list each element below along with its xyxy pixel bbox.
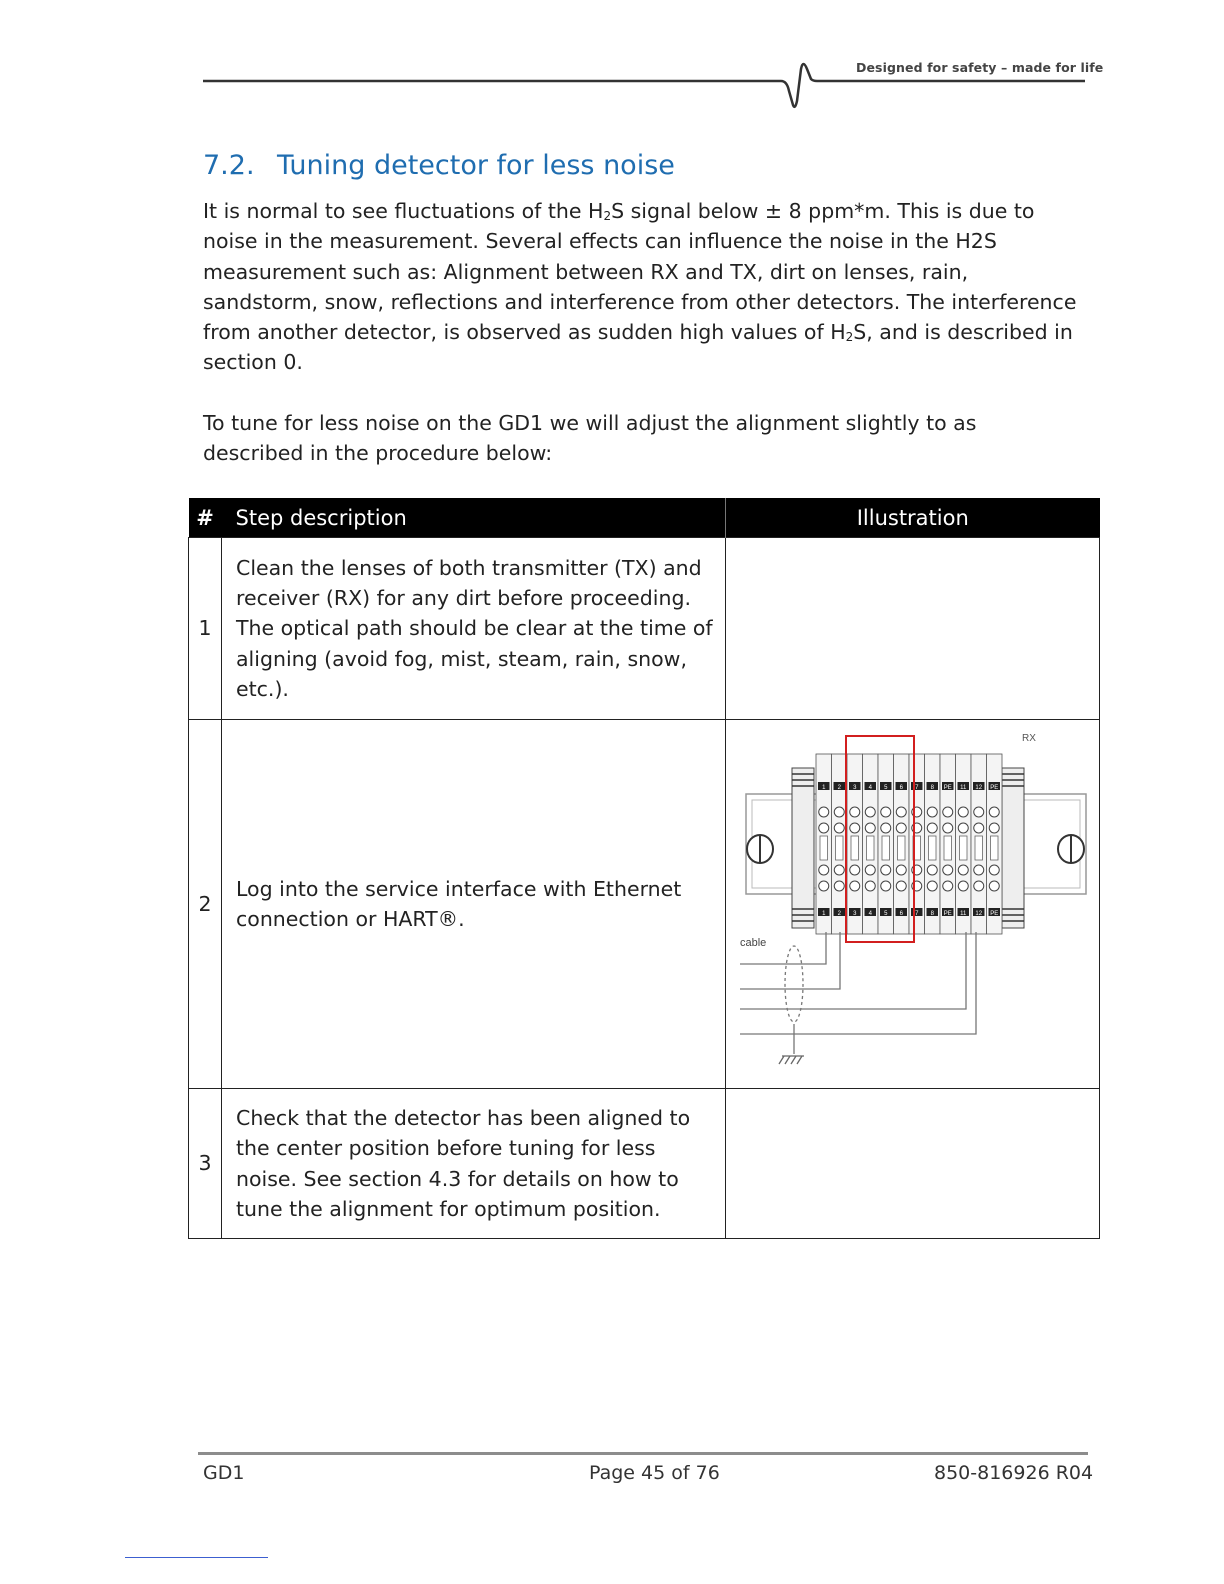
terminal-number-top: PE: [990, 785, 999, 791]
terminal-contact: [944, 836, 952, 860]
terminal-screw: [989, 881, 999, 891]
terminal-screw: [896, 865, 906, 875]
step-number: 1: [189, 538, 222, 720]
terminal-screw: [974, 823, 984, 833]
terminal-screw: [881, 823, 891, 833]
cable-label: cable: [740, 937, 767, 949]
footnote-rule: [125, 1557, 268, 1558]
procedure-intro-paragraph: To tune for less noise on the GD1 we will adjust the alignment slightly to as described in the procedure below:: [203, 411, 977, 466]
terminal-screw: [927, 807, 937, 817]
step-illustration-empty: [726, 1089, 1100, 1239]
terminal-screw: [989, 865, 999, 875]
terminal-screw: [865, 881, 875, 891]
terminal-contact: [975, 836, 983, 860]
terminal-screw: [865, 865, 875, 875]
terminal-contact: [929, 836, 937, 860]
procedure-table: [188, 498, 1100, 1239]
terminal-number-bottom: 2: [837, 911, 841, 917]
terminal-screw: [943, 807, 953, 817]
step-description: Check that the detector has been aligned to the center position before tuning for less noise. See section 4.3 for details on how to tune the alignment for optimum position.: [222, 1089, 726, 1239]
footer-page-number: Page 45 of 76: [589, 1462, 720, 1484]
terminal-screw: [989, 807, 999, 817]
terminal-contact: [898, 836, 906, 860]
terminal-contact: [836, 836, 844, 860]
terminal-screw: [927, 865, 937, 875]
step-illustration: [726, 720, 1100, 1089]
right-screw-icon: [1058, 835, 1084, 863]
terminal-number-top: 4: [868, 785, 872, 791]
terminal-screw: [943, 865, 953, 875]
terminal-screw: [927, 823, 937, 833]
terminal-screw: [974, 865, 984, 875]
footer-product: GD1: [203, 1462, 245, 1484]
terminal-screw: [850, 865, 860, 875]
step-illustration-empty: [726, 538, 1100, 720]
terminal-number-top: PE: [943, 785, 952, 791]
terminal-screw: [819, 865, 829, 875]
step-number: 2: [189, 720, 222, 1089]
header-number: #: [189, 498, 222, 538]
terminal-screw: [958, 865, 968, 875]
terminal-screw: [834, 865, 844, 875]
section-title: Tuning detector for less noise: [277, 150, 675, 181]
section-number: 7.2.: [203, 150, 255, 181]
terminal-screw: [865, 823, 875, 833]
terminal-screw: [881, 881, 891, 891]
terminal-screw: [927, 881, 937, 891]
terminal-block-diagram: [726, 724, 1099, 1084]
left-screw-icon: [747, 835, 773, 863]
terminal-number-bottom: 12: [975, 911, 983, 917]
terminal-screw: [850, 807, 860, 817]
terminal-number-top: 2: [837, 785, 841, 791]
header-tagline: Designed for safety – made for life: [856, 60, 1104, 75]
table-row: [189, 538, 1100, 720]
terminal-screw: [850, 823, 860, 833]
terminal-number-bottom: 8: [930, 911, 934, 917]
header-step-description: Step description: [222, 498, 726, 538]
terminal-screw: [943, 823, 953, 833]
terminal-screw: [819, 807, 829, 817]
terminal-screw: [974, 881, 984, 891]
intro-paragraph: It is normal to see fluctuations of the $H_2S$ signal below ± 8 ppm*m. This is due to noise in the measurement. Several effects can influence the noise in the H2S measurement such as: Alignment between RX and TX, dirt on lenses, rain, sandstorm, snow, reflections and interference from other detectors. The interference from another detector, is observed as sudden high values of $H_2S$, and is described in section 0.: [203, 199, 1077, 375]
terminal-number-top: 1: [822, 785, 826, 791]
terminal-number-bottom: 5: [884, 911, 888, 917]
terminal-number-bottom: 6: [899, 911, 903, 917]
terminal-screw: [896, 823, 906, 833]
terminal-number-bottom: 4: [868, 911, 872, 917]
terminal-screw: [865, 807, 875, 817]
terminal-screw: [834, 823, 844, 833]
terminal-screw: [896, 807, 906, 817]
terminal-screw: [896, 881, 906, 891]
header-illustration: Illustration: [726, 498, 1100, 538]
rx-label: RX: [1022, 733, 1036, 744]
footer-rule: [198, 1452, 1088, 1455]
terminal-screw: [974, 807, 984, 817]
terminal-number-bottom: 1: [822, 911, 826, 917]
step-description: Log into the service interface with Ethernet connection or HART®.: [222, 720, 726, 1089]
table-row: [189, 1089, 1100, 1239]
terminal-contact: [882, 836, 890, 860]
step-description: Clean the lenses of both transmitter (TX) and receiver (RX) for any dirt before proceeding. The optical path should be clear at the time of aligning (avoid fog, mist, steam, rain, snow, etc.).: [222, 538, 726, 720]
terminal-screw: [881, 865, 891, 875]
terminal-number-top: 11: [960, 785, 967, 791]
terminal-screw: [989, 823, 999, 833]
terminal-contact: [851, 836, 859, 860]
terminal-screw: [958, 807, 968, 817]
step-number: 3: [189, 1089, 222, 1239]
ground-icon: [779, 1056, 804, 1064]
terminal-number-bottom: PE: [990, 911, 999, 917]
terminal-number-bottom: PE: [943, 911, 952, 917]
terminal-screw: [881, 807, 891, 817]
terminal-number-bottom: 7: [915, 911, 919, 917]
section-heading: [203, 150, 675, 181]
terminal-screw: [850, 881, 860, 891]
terminal-contact: [960, 836, 968, 860]
terminal-screw: [834, 807, 844, 817]
terminal-number-top: 5: [884, 785, 888, 791]
terminal-number-bottom: 3: [853, 911, 857, 917]
terminal-number-bottom: 11: [960, 911, 967, 917]
terminal-screw: [834, 881, 844, 891]
terminal-screw: [958, 881, 968, 891]
table-row: [189, 720, 1100, 1089]
terminal-screw: [958, 823, 968, 833]
terminal-screw: [819, 881, 829, 891]
footer-document-id: 850-816926 R04: [934, 1462, 1094, 1484]
terminal-contact: [867, 836, 875, 860]
terminal-contact: [991, 836, 999, 860]
terminal-screw: [819, 823, 829, 833]
terminal-screw: [943, 881, 953, 891]
terminal-number-top: 3: [853, 785, 857, 791]
terminal-number-top: 7: [915, 785, 919, 791]
terminal-number-top: 12: [975, 785, 983, 791]
terminal-number-top: 6: [899, 785, 903, 791]
table-header-row: [189, 498, 1100, 538]
terminal-contact: [820, 836, 828, 860]
terminal-number-top: 8: [930, 785, 934, 791]
